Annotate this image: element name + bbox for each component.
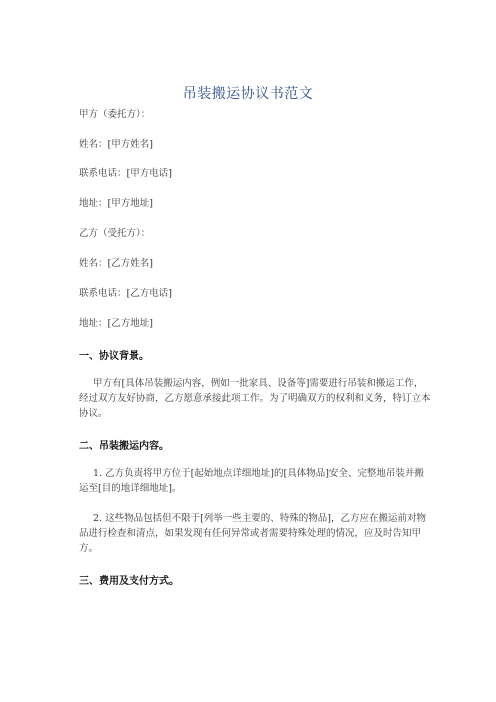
section-1-paragraph-line: 甲方有[具体吊装搬运内容，例如一批家具、设备等]需要进行吊装和搬运工作，: [93, 378, 424, 389]
party-a-name: 姓名：[甲方姓名]: [79, 139, 153, 150]
party-a-heading: 甲方（委托方）：: [79, 109, 151, 120]
document-title: 吊装搬运协议书范文: [182, 86, 314, 102]
party-b-phone: 联系电话：[乙方电话]: [79, 288, 172, 299]
party-a-phone: 联系电话：[甲方电话]: [79, 168, 172, 179]
section-1-heading: 一、协议背景。: [79, 351, 149, 362]
section-2-item-2-line: 方。: [79, 543, 99, 554]
section-1-paragraph-line: 协议。: [79, 408, 108, 419]
section-2-heading: 二、吊装搬运内容。: [79, 441, 169, 452]
party-b-name: 姓名：[乙方姓名]: [79, 258, 153, 269]
section-1-paragraph-line: 经过双方友好协商，乙方愿意承接此项工作。为了明确双方的权利和义务，特订立本: [79, 393, 431, 404]
section-2-item-1-line: 运至[目的地详细地址]。: [79, 483, 182, 494]
section-2-item-2-line: 品进行检查和清点，如果发现有任何异常或者需要特殊处理的情况，应及时告知甲: [79, 528, 422, 539]
party-b-heading: 乙方（受托方）：: [79, 228, 151, 239]
section-2-item-2-line: 2. 这些物品包括但不限于[列举一些主要的、特殊的物品]，乙方应在搬运前对物: [93, 513, 426, 524]
section-3-heading: 三、费用及支付方式。: [79, 576, 179, 587]
party-a-address: 地址：[甲方地址]: [79, 198, 153, 209]
party-b-address: 地址：[乙方地址]: [79, 318, 153, 329]
section-2-item-1-line: 1. 乙方负责将甲方位于[起始地点详细地址]的[具体物品]安全、完整地吊装并搬: [93, 468, 424, 479]
